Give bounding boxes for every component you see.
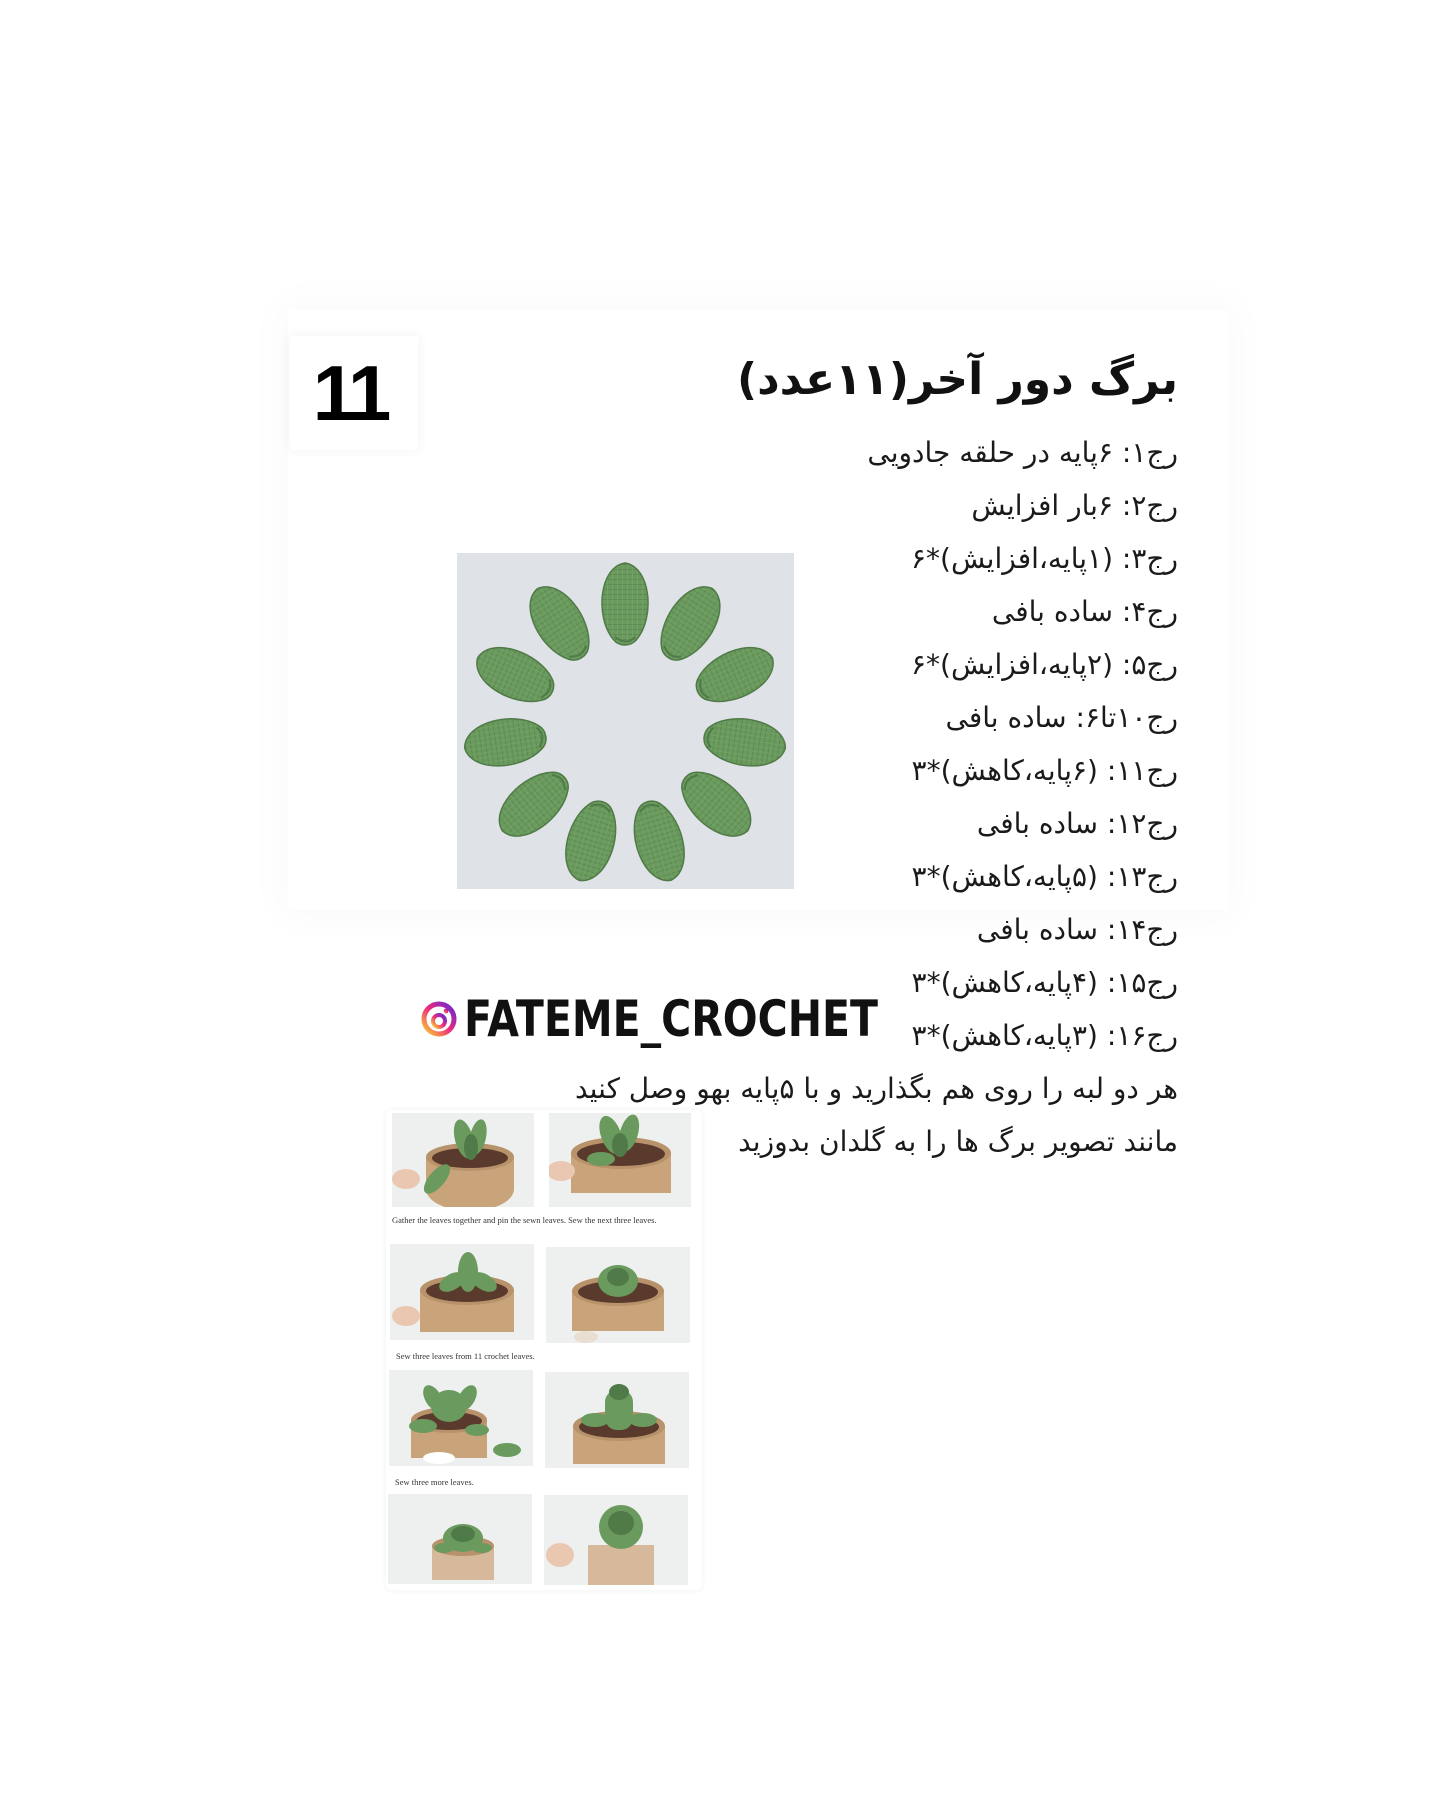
- step-photo-5: [389, 1370, 533, 1466]
- page-number: 11: [312, 349, 388, 437]
- row-14: رج۱۴: ساده بافی: [976, 913, 1178, 946]
- step-photo-6: [545, 1372, 689, 1468]
- row-13: رج۱۳: (۵پایه،کاهش)*۳: [911, 860, 1178, 893]
- handle-text: FATEME_CROCHET: [464, 990, 879, 1048]
- instagram-handle: [420, 990, 969, 1048]
- row-1: رج۱: ۶پایه در حلقه جادویی: [867, 436, 1178, 469]
- leaves-ring-illustration: [457, 553, 794, 889]
- joining-note: هر دو لبه را روی هم بگذارید و با ۵پایه بهو وصل کنید: [574, 1072, 1178, 1105]
- instagram-icon: [420, 1000, 458, 1038]
- row-6-10: رج۱۰تا۶: ساده بافی: [945, 701, 1178, 734]
- row-4: رج۴: ساده بافی: [991, 595, 1178, 628]
- step-photo-4: [546, 1247, 690, 1343]
- assembly-steps-panel: [386, 1110, 702, 1590]
- row-5: رج۵: (۲پایه،افزایش)*۶: [911, 648, 1178, 681]
- step-photo-1: [392, 1113, 534, 1207]
- row-12: رج۱۲: ساده بافی: [976, 807, 1178, 840]
- row-instructions: [867, 426, 1178, 1062]
- row-16: رج۱۶: (۳پایه،کاهش)*۳: [911, 1019, 1178, 1052]
- step-photo-8: [544, 1495, 688, 1585]
- step-photo-7: [388, 1494, 532, 1584]
- row-3: رج۳: (۱پایه،افزایش)*۶: [911, 542, 1178, 575]
- leaves-ring-photo: [457, 553, 794, 889]
- step-caption-3: Sew three more leaves.: [395, 1477, 474, 1487]
- row-11: رج۱۱: (۶پایه،کاهش)*۳: [911, 754, 1178, 787]
- step-photo-3: [390, 1244, 534, 1340]
- row-15: رج۱۵: (۴پایه،کاهش)*۳: [911, 966, 1178, 999]
- pattern-title: برگ دور آخر(۱۱عدد): [736, 354, 1178, 405]
- step-caption-2: Sew three leaves from 11 crochet leaves.: [396, 1351, 535, 1361]
- row-2: رج۲: ۶بار افزایش: [971, 489, 1178, 522]
- step-photo-2: [549, 1113, 691, 1207]
- step-caption-1: Gather the leaves together and pin the sewn leaves. Sew the next three leaves.: [392, 1215, 657, 1225]
- crochet-leaf: [602, 563, 648, 645]
- sewing-note: مانند تصویر برگ ها را به گلدان بدوزید: [738, 1125, 1178, 1158]
